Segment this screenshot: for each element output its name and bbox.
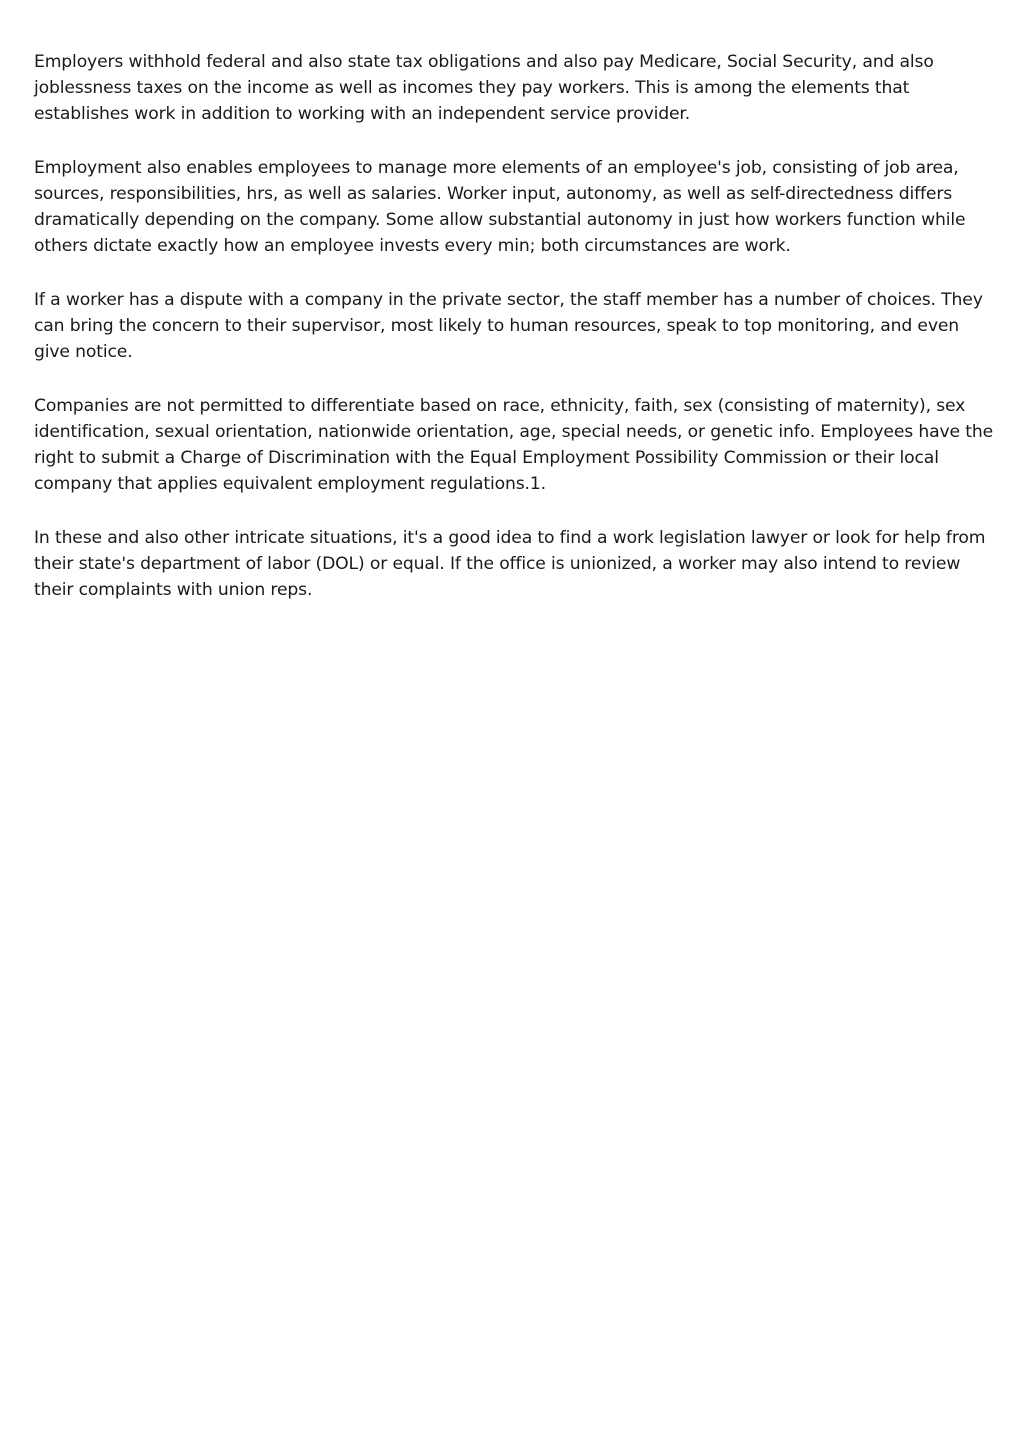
paragraph-legal-help: In these and also other intricate situations, it's a good idea to find a work legislation lawyer or look for help from their state's department of labor (DOL) or equal. If the office is unionized, a worker may also intend to review their complaints with union reps. bbox=[34, 528, 986, 600]
paragraph-employer-taxes: Employers withhold federal and also state tax obligations and also pay Medicare, Social Security, and also joblessness taxes on the income as well as incomes they pay workers. This is among the elements that establishes work in addition to working with an independent service provider. bbox=[34, 52, 934, 124]
document-body bbox=[34, 49, 994, 631]
paragraph-worker-dispute: If a worker has a dispute with a company in the private sector, the staff member has a number of choices. They can bring the concern to their supervisor, most likely to human resources, speak to top monitoring, and even give notice. bbox=[34, 290, 983, 362]
paragraph-discrimination: Companies are not permitted to differentiate based on race, ethnicity, faith, sex (consisting of maternity), sex identification, sexual orientation, nationwide orientation, age, special needs, or genetic info. Employees have the right to submit a Charge of Discrimination with the Equal Employment Possibility Commission or their local company that applies equivalent employment regulations.1. bbox=[34, 396, 994, 494]
paragraph-employment-control: Employment also enables employees to manage more elements of an employee's job, consisting of job area, sources, responsibilities, hrs, as well as salaries. Worker input, autonomy, as well as self-directedness differs dramatically depending on the company. Some allow substantial autonomy in just how workers function while others dictate exactly how an employee invests every min; both circumstances are work. bbox=[34, 158, 966, 256]
